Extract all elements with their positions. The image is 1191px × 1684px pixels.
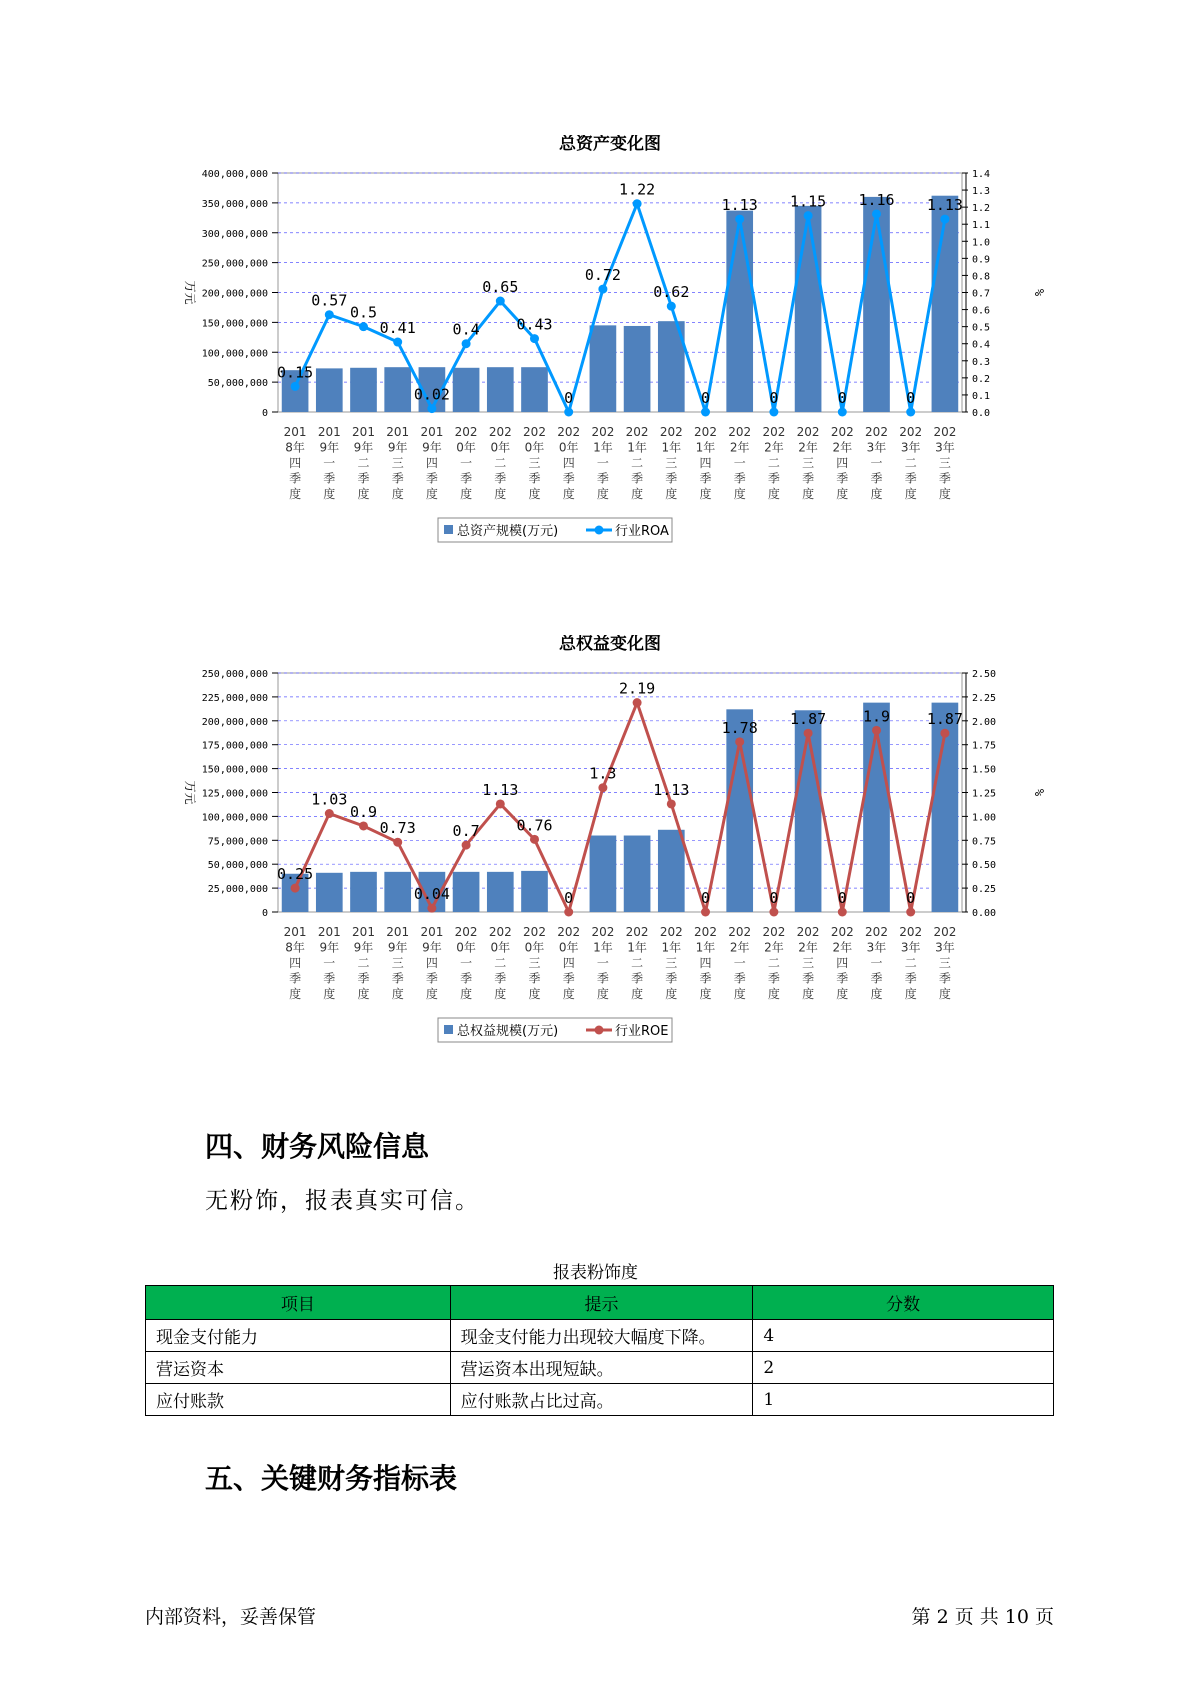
legend-bar-swatch	[444, 1025, 453, 1034]
right-tick-label: 1.25	[972, 788, 997, 800]
bar	[453, 368, 480, 412]
line-point	[769, 908, 778, 917]
line-point	[906, 408, 915, 417]
x-tick-label: 202 3年三季度	[933, 925, 957, 1001]
cell-hint: 应付账款占比过高。	[450, 1384, 753, 1416]
x-tick-label: 202 2年一季度	[728, 425, 752, 501]
line-point	[496, 799, 505, 808]
line-point	[325, 809, 334, 818]
right-tick-label: 0.5	[972, 322, 991, 334]
right-tick-label: 1.3	[972, 186, 991, 198]
x-tick-label: 202 1年四季度	[694, 925, 717, 1001]
column-header-hint: 提示	[450, 1286, 753, 1320]
right-tick-label: 0.4	[972, 339, 991, 351]
data-label: 0	[564, 389, 574, 407]
bar	[624, 836, 651, 912]
right-tick-label: 0.00	[972, 908, 997, 919]
equity-chart-svg	[170, 635, 1050, 1095]
line-point	[598, 783, 607, 792]
line-point	[804, 211, 813, 220]
data-label: 0.62	[653, 283, 690, 302]
right-tick-label: 1.75	[972, 740, 997, 752]
x-tick-label: 202 1年一季度	[591, 925, 615, 1001]
y-axis-label: 万元	[183, 280, 197, 305]
line-point	[564, 908, 573, 917]
x-tick-label: 202 3年二季度	[899, 925, 923, 1001]
data-label: 0.25	[277, 865, 314, 884]
data-label: 0	[837, 389, 847, 407]
column-header-item: 项目	[146, 1286, 451, 1320]
x-tick-label: 201 8年四季度	[283, 925, 307, 1001]
line-point	[359, 322, 368, 331]
section5-heading: 五、关键财务指标表	[205, 1462, 458, 1495]
data-label: 0	[700, 889, 711, 907]
right-tick-label: 0.8	[972, 271, 991, 283]
left-tick-label: 50,000,000	[207, 378, 268, 390]
left-tick-label: 225,000,000	[201, 692, 268, 704]
line-point	[735, 215, 744, 224]
x-tick-label: 202 2年三季度	[796, 925, 820, 1001]
line-point	[633, 199, 642, 208]
right-tick-label: 0.6	[972, 305, 991, 317]
legend-line-label: 行业ROE	[615, 1024, 669, 1039]
data-label: 1.15	[790, 192, 827, 211]
line-point	[667, 302, 676, 311]
line-point	[872, 209, 881, 218]
x-tick-label: 202 2年二季度	[762, 925, 786, 1001]
line-point	[906, 908, 915, 917]
data-label: 0.72	[584, 266, 621, 285]
data-label: 0.04	[413, 885, 450, 904]
chart-title: 总权益变化图	[559, 635, 661, 654]
left-tick-label: 350,000,000	[201, 198, 268, 210]
data-label: 0.41	[379, 319, 416, 338]
x-tick-label: 201 9年三季度	[386, 425, 410, 501]
legend	[438, 1018, 672, 1042]
x-tick-label: 202 0年四季度	[557, 425, 581, 501]
line-point	[427, 904, 436, 913]
right-tick-label: 0.7	[972, 288, 991, 300]
legend-line-marker	[595, 1026, 604, 1035]
line-point	[291, 884, 300, 893]
cell-hint: 营运资本出现短缺。	[450, 1352, 753, 1384]
data-label: 0.5	[349, 303, 378, 322]
data-label: 1.87	[926, 710, 963, 729]
data-label: 1.13	[653, 780, 690, 799]
bar	[863, 197, 890, 412]
line-point	[838, 908, 847, 917]
y-axis-label: 万元	[183, 780, 197, 805]
bar	[932, 196, 959, 412]
data-label: 1.13	[482, 780, 519, 799]
left-tick-label: 100,000,000	[201, 348, 268, 360]
x-tick-label: 202 0年一季度	[454, 425, 478, 501]
x-tick-label: 202 0年二季度	[488, 425, 512, 501]
data-label: 1.3	[589, 764, 617, 783]
line-point	[769, 408, 778, 417]
data-label: 1.03	[311, 790, 348, 809]
table-row	[146, 1352, 1054, 1384]
data-label: 0.76	[516, 816, 553, 835]
left-tick-label: 200,000,000	[201, 716, 268, 728]
x-tick-label: 202 0年四季度	[557, 925, 581, 1001]
right-tick-label: 2.50	[972, 669, 997, 680]
risk-table	[145, 1285, 1054, 1416]
x-tick-label: 202 1年一季度	[591, 425, 615, 501]
right-tick-label: 0.9	[972, 254, 991, 266]
cell-score: 4	[753, 1320, 1054, 1352]
bar	[726, 211, 753, 412]
line-point	[940, 729, 949, 738]
column-header-score: 分数	[753, 1286, 1054, 1320]
line-point	[872, 726, 881, 735]
line-point	[359, 821, 368, 830]
left-tick-label: 300,000,000	[201, 228, 268, 240]
x-tick-label: 202 0年三季度	[523, 425, 546, 501]
data-label: 0	[769, 889, 779, 907]
line-point	[393, 838, 402, 847]
x-tick-label: 202 2年四季度	[830, 925, 854, 1001]
left-tick-label: 100,000,000	[201, 812, 268, 824]
chart-title: 总资产变化图	[559, 135, 661, 154]
data-label: 2.19	[619, 679, 656, 698]
data-label: 0.65	[482, 278, 519, 297]
x-tick-label: 202 3年一季度	[865, 425, 888, 501]
right-tick-label: 1.0	[972, 237, 991, 249]
data-label: 0.73	[379, 819, 416, 838]
bar	[487, 367, 514, 412]
x-tick-label: 202 1年三季度	[659, 925, 683, 1001]
right-tick-label: 1.50	[972, 764, 997, 776]
line-point	[462, 841, 471, 850]
right-tick-label: 0.50	[972, 860, 997, 872]
line-point	[701, 908, 710, 917]
y2-axis-label: %	[1032, 288, 1046, 297]
bar	[624, 326, 651, 412]
equity-chart	[170, 635, 1050, 1095]
line-point	[667, 799, 676, 808]
right-tick-label: 0.0	[972, 408, 991, 419]
left-tick-label: 175,000,000	[201, 740, 268, 752]
line-point	[564, 408, 573, 417]
left-tick-label: 150,000,000	[201, 318, 268, 330]
data-label: 1.78	[721, 718, 758, 737]
x-tick-label: 202 1年四季度	[694, 425, 717, 501]
x-tick-label: 202 1年三季度	[659, 425, 683, 501]
left-tick-label: 25,000,000	[207, 884, 268, 896]
left-tick-label: 150,000,000	[201, 764, 268, 776]
data-label: 0.57	[311, 291, 348, 310]
bar	[658, 830, 685, 912]
data-label: 1.22	[619, 180, 656, 199]
bar	[521, 367, 548, 412]
cell-item: 营运资本	[146, 1352, 451, 1384]
data-label: 0	[700, 389, 711, 407]
left-tick-label: 200,000,000	[201, 288, 268, 300]
assets-chart	[170, 135, 1050, 595]
bar	[316, 368, 343, 412]
bar	[590, 325, 617, 412]
x-tick-label: 202 2年四季度	[830, 425, 854, 501]
right-tick-label: 0.3	[972, 356, 991, 368]
cell-score: 2	[753, 1352, 1054, 1384]
x-tick-label: 201 9年一季度	[317, 925, 341, 1001]
right-tick-label: 1.1	[972, 220, 991, 232]
x-tick-label: 202 0年一季度	[454, 925, 478, 1001]
bar	[590, 836, 617, 912]
line-point	[496, 297, 505, 306]
right-tick-label: 2.00	[972, 716, 997, 728]
legend-bar-swatch	[444, 525, 453, 534]
line-point	[393, 338, 402, 347]
x-tick-label: 202 3年二季度	[899, 425, 923, 501]
table-row	[146, 1384, 1054, 1416]
x-tick-label: 201 9年二季度	[352, 425, 375, 501]
legend	[438, 518, 672, 542]
x-tick-label: 201 9年四季度	[420, 425, 444, 501]
x-tick-label: 202 1年二季度	[625, 425, 649, 501]
legend-line-marker	[595, 526, 604, 535]
data-label: 0	[906, 389, 916, 407]
data-label: 1.87	[790, 710, 827, 729]
data-label: 1.13	[926, 196, 963, 215]
x-tick-label: 202 1年二季度	[625, 925, 649, 1001]
data-label: 1.16	[858, 190, 895, 209]
cell-item: 应付账款	[146, 1384, 451, 1416]
bar	[795, 206, 822, 412]
x-tick-label: 201 8年四季度	[283, 425, 307, 501]
right-tick-label: 0.25	[972, 884, 997, 896]
line-point	[633, 698, 642, 707]
x-tick-label: 202 2年三季度	[796, 425, 820, 501]
line-point	[598, 285, 607, 294]
bar	[453, 872, 480, 912]
table-row	[146, 1320, 1054, 1352]
line-point	[735, 737, 744, 746]
data-label: 0	[837, 889, 847, 907]
table-caption: 报表粉饰度	[553, 1263, 638, 1283]
y2-axis-label: %	[1032, 788, 1046, 797]
left-tick-label: 75,000,000	[207, 836, 268, 848]
table-header-row	[146, 1286, 1054, 1320]
right-tick-label: 1.2	[972, 203, 991, 215]
footer-left: 内部资料，妥善保管	[145, 1606, 317, 1628]
section4-heading: 四、财务风险信息	[205, 1130, 430, 1163]
x-tick-label: 201 9年三季度	[386, 925, 410, 1001]
right-tick-label: 0.2	[972, 373, 991, 385]
line-point	[940, 215, 949, 224]
section4-text: 无粉饰，报表真实可信。	[205, 1188, 480, 1214]
line-point	[427, 404, 436, 413]
bar	[350, 872, 377, 912]
data-label: 0.9	[349, 802, 378, 821]
x-tick-label: 202 2年一季度	[728, 925, 752, 1001]
line-point	[804, 729, 813, 738]
legend-bar-label: 总资产规模(万元)	[457, 524, 559, 539]
left-tick-label: 250,000,000	[201, 258, 268, 270]
cell-hint: 现金支付能力出现较大幅度下降。	[450, 1320, 753, 1352]
legend-bar-label: 总权益规模(万元)	[457, 1024, 559, 1039]
data-label: 0.15	[277, 363, 314, 382]
data-label: 0	[769, 389, 779, 407]
left-tick-label: 125,000,000	[201, 788, 268, 800]
data-label: 1.9	[862, 707, 891, 726]
x-tick-label: 202 3年一季度	[865, 925, 888, 1001]
line-point	[325, 310, 334, 319]
bar	[316, 873, 343, 912]
x-tick-label: 202 3年三季度	[933, 425, 957, 501]
assets-chart-svg	[170, 135, 1050, 595]
data-label: 0.7	[452, 822, 480, 841]
left-tick-label: 250,000,000	[201, 669, 268, 680]
data-label: 0	[564, 889, 574, 907]
bar	[384, 367, 411, 412]
right-tick-label: 0.1	[972, 390, 991, 402]
line-point	[701, 408, 710, 417]
line-point	[530, 334, 539, 343]
right-tick-label: 1.00	[972, 812, 997, 824]
x-tick-label: 202 0年二季度	[488, 925, 512, 1001]
line-point	[291, 382, 300, 391]
footer-page-number: 第 2 页 共 10 页	[911, 1606, 1054, 1628]
line-point	[530, 835, 539, 844]
data-label: 1.13	[721, 196, 758, 215]
left-tick-label: 0	[261, 908, 268, 919]
x-tick-label: 202 2年二季度	[762, 425, 786, 501]
left-tick-label: 400,000,000	[201, 169, 268, 180]
data-label: 0.4	[452, 320, 480, 339]
bar	[384, 872, 411, 912]
data-label: 0.02	[413, 385, 450, 404]
x-tick-label: 201 9年一季度	[317, 425, 341, 501]
left-tick-label: 0	[261, 408, 268, 419]
left-tick-label: 50,000,000	[207, 860, 268, 872]
x-tick-label: 201 9年四季度	[420, 925, 444, 1001]
x-tick-label: 201 9年二季度	[352, 925, 375, 1001]
cell-item: 现金支付能力	[146, 1320, 451, 1352]
right-tick-label: 0.75	[972, 836, 997, 848]
line-point	[838, 408, 847, 417]
bar	[487, 872, 514, 912]
line-point	[462, 339, 471, 348]
legend-line-label: 行业ROA	[615, 524, 669, 539]
cell-score: 1	[753, 1384, 1054, 1416]
x-tick-label: 202 0年三季度	[523, 925, 546, 1001]
data-label: 0	[906, 889, 916, 907]
right-tick-label: 2.25	[972, 692, 997, 704]
bar	[350, 368, 377, 412]
right-tick-label: 1.4	[972, 169, 991, 180]
data-label: 0.43	[516, 315, 553, 334]
bar	[521, 871, 548, 912]
